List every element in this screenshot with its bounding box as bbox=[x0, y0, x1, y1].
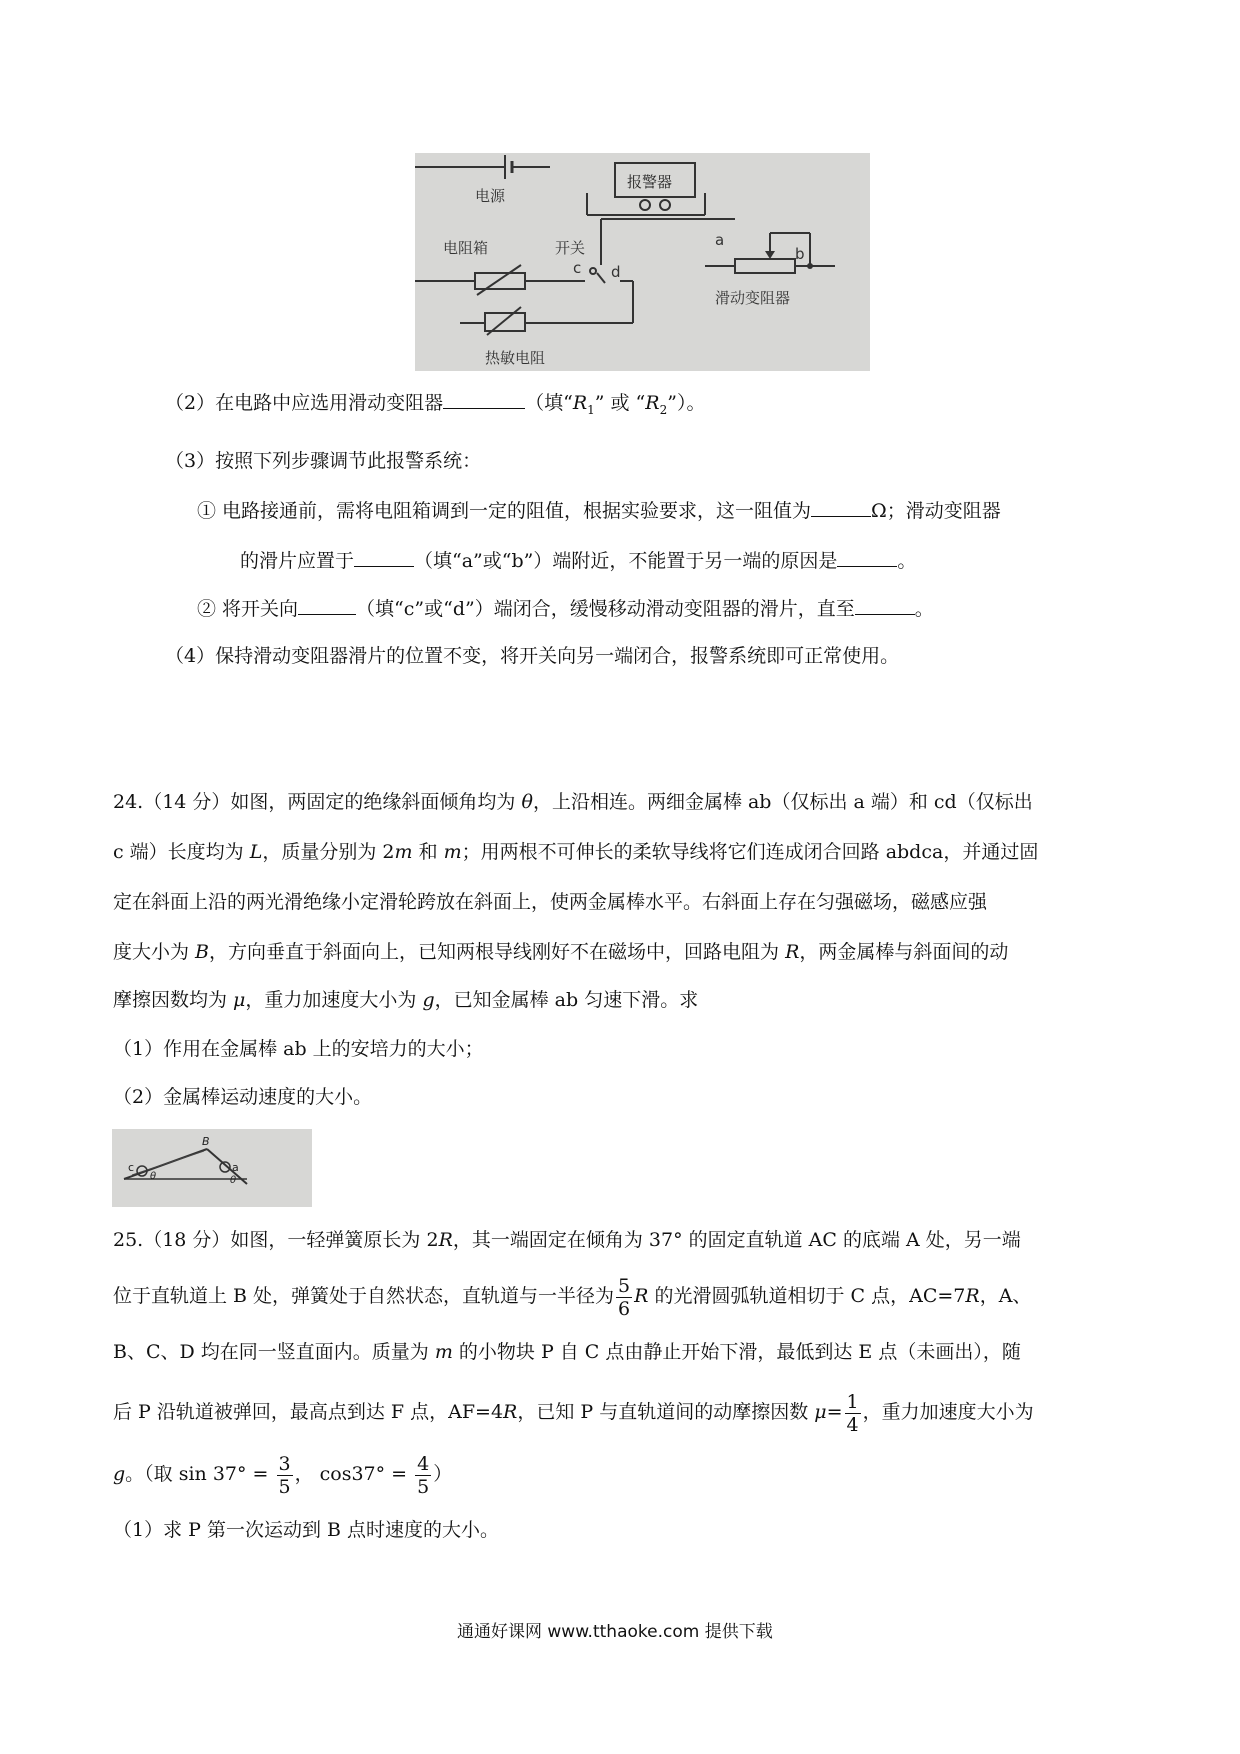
q24-line4: 度大小为 B，方向垂直于斜面向上，已知两根导线刚好不在磁场中，回路电阻为 R，两金属棒与斜面间的动 bbox=[113, 941, 1009, 963]
q23-part3: （3）按照下列步骤调节此报警系统： bbox=[165, 450, 482, 472]
sin-fraction: $\frac{3}{5}$ bbox=[278, 1452, 291, 1498]
q24-line1: 24.（14 分）如图，两固定的绝缘斜面倾角均为 θ，上沿相连。两细金属棒 ab（仅标出 a 端）和 cd（仅标出 bbox=[113, 791, 1033, 813]
incline-c-label: c bbox=[128, 1161, 135, 1174]
q24-sub1: （1）作用在金属棒 ab 上的安培力的大小； bbox=[113, 1038, 484, 1060]
q23-step1-line2: 的滑片应置于 （填“a”或“b”）端附近，不能置于另一端的原因是 。 bbox=[240, 546, 916, 575]
cos-fraction: $\frac{4}{5}$ bbox=[417, 1452, 430, 1498]
incline-B-label: B bbox=[202, 1135, 210, 1148]
answer-blank bbox=[837, 546, 897, 567]
switch-label: 开关 bbox=[555, 239, 586, 257]
incline-figure bbox=[112, 1129, 312, 1207]
rheostat-b-label: b bbox=[795, 245, 805, 263]
circuit-diagram bbox=[415, 153, 870, 371]
q25-line3: B、C、D 均在同一竖直面内。质量为 m 的小物块 P 自 C 点由静止开始下滑，最低到达 E 点（未画出），随 bbox=[113, 1341, 1021, 1363]
incline-theta-right: θ bbox=[230, 1175, 237, 1186]
q25-line1: 25.（18 分）如图，一轻弹簧原长为 2R，其一端固定在倾角为 37° 的固定直轨道 AC 的底端 A 处，另一端 bbox=[113, 1229, 1021, 1251]
q24-line3: 定在斜面上沿的两光滑绝缘小定滑轮跨放在斜面上，使两金属棒水平。右斜面上存在匀强磁场，磁感应强 bbox=[113, 891, 988, 913]
q24-line5: 摩擦因数均为 μ，重力加速度大小为 g，已知金属棒 ab 匀速下滑。求 bbox=[113, 989, 699, 1011]
mu-fraction: $\frac{1}{4}$ bbox=[846, 1390, 859, 1436]
incline-a-label: a bbox=[232, 1161, 239, 1174]
answer-blank bbox=[354, 546, 414, 567]
q23-step2: ② 将开关向 （填“c”或“d”）端闭合，缓慢移动滑动变阻器的滑片，直至 。 bbox=[197, 594, 934, 623]
power-label: 电源 bbox=[475, 187, 506, 205]
q23-part4: （4）保持滑动变阻器滑片的位置不变，将开关向另一端闭合，报警系统即可正常使用。 bbox=[165, 645, 900, 667]
q25-line4: 后 P 沿轨道被弹回，最高点到达 F 点，AF=4R，已知 P 与直轨道间的动摩擦因数 μ= $\frac{1}{4}$ ，重力加速度大小为 bbox=[113, 1390, 1034, 1436]
switch-c-label: c bbox=[573, 259, 582, 277]
footer-text: 通通好课网 www.tthaoke.com 提供下载 bbox=[457, 1622, 773, 1642]
q23-part2: （2）在电路中应选用滑动变阻器 （填“$R_1$” 或 “$R_2$”）。 bbox=[165, 388, 705, 424]
switch-d-label: d bbox=[611, 263, 621, 281]
circuit-figure bbox=[415, 153, 870, 371]
q24-sub2: （2）金属棒运动速度的大小。 bbox=[113, 1086, 373, 1108]
q24-line2: c 端）长度均为 L，质量分别为 2m 和 m；用两根不可伸长的柔软导线将它们连成闭合回路 abdca，并通过固 bbox=[113, 841, 1039, 863]
thermistor-label: 热敏电阻 bbox=[485, 349, 546, 367]
q25-line2: 位于直轨道上 B 处，弹簧处于自然状态，直轨道与一半径为 $\frac{5}{6}$ R 的光滑圆弧轨道相切于 C 点，AC=7R，A、 bbox=[113, 1274, 1032, 1320]
incline-theta-left: θ bbox=[150, 1171, 157, 1182]
q23-step1-line1: ① 电路接通前，需将电阻箱调到一定的阻值，根据实验要求，这一阻值为 Ω；滑动变阻器 bbox=[197, 496, 1001, 525]
answer-blank bbox=[811, 496, 871, 517]
incline-diagram bbox=[112, 1129, 312, 1207]
resistance-box-label: 电阻箱 bbox=[443, 239, 489, 257]
answer-blank bbox=[443, 388, 525, 409]
radius-fraction: $\frac{5}{6}$ bbox=[618, 1274, 631, 1320]
answer-blank bbox=[298, 594, 356, 615]
q25-sub1: （1）求 P 第一次运动到 B 点时速度的大小。 bbox=[113, 1519, 499, 1541]
rheostat-label: 滑动变阻器 bbox=[715, 289, 791, 307]
rheostat-a-label: a bbox=[715, 231, 725, 249]
alarm-label: 报警器 bbox=[627, 173, 673, 191]
q25-line5: g。（取 sin 37° = $\frac{3}{5}$ ， cos37° = $\frac{4}{5}$ ） bbox=[113, 1452, 453, 1498]
answer-blank bbox=[855, 594, 915, 615]
